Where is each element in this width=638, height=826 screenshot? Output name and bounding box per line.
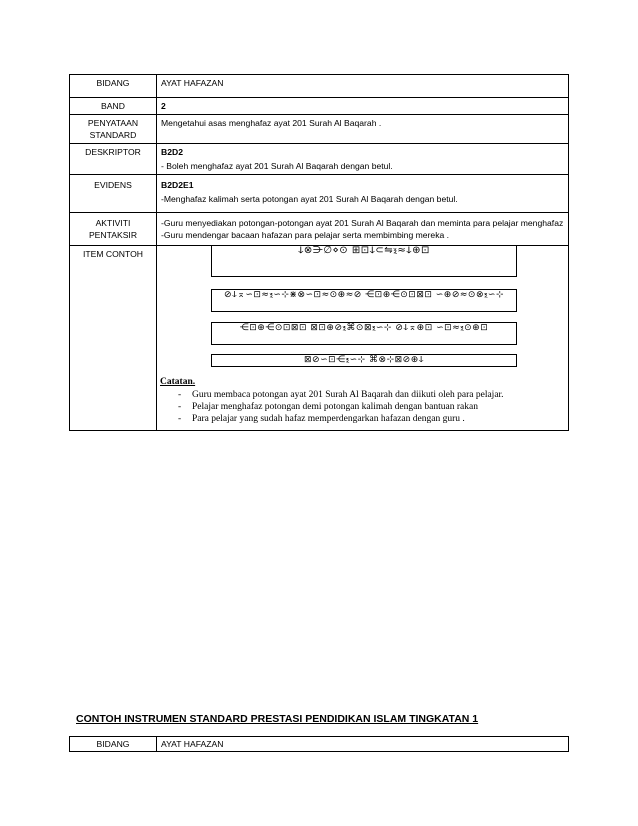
evidens-text: -Menghafaz kalimah serta potongan ayat 201 Surah Al Baqarah dengan betul. [161,194,458,204]
label-aktiviti-pentaksir: AKTIVITI PENTAKSIR [70,213,157,246]
arabic-box-1 [211,245,517,277]
value-penyataan-standard: Mengetahui asas menghafaz ayat 201 Surah Al Baqarah . [157,115,569,144]
standard-table [69,74,569,431]
section-heading: CONTOH INSTRUMEN STANDARD PRESTASI PENDIDIKAN ISLAM TINGKATAN 1 [76,713,479,725]
catatan-item: - Guru membaca potongan ayat 201 Surah Al Baqarah dan diikuti oleh para pelajar. [160,389,580,401]
row-bidang [70,75,569,98]
label-penyataan-standard: PENYATAAN STANDARD [70,115,157,144]
row-penyataan-standard [70,115,569,144]
catatan-title: Catatan. [160,377,196,387]
deskriptor-text: - Boleh menghafaz ayat 201 Surah Al Baqarah dengan betul. [161,161,393,171]
value-evidens [157,175,569,213]
arabic-text-4: ⊠⊘∽⊡⋲ⲝ∽⊹ ⌘⊗⊹⊠⊘⊕ↆ [304,355,424,365]
label-bidang-2: BIDANG [70,737,157,752]
standard-table-2 [69,736,569,752]
row-aktiviti-pentaksir [70,213,569,246]
label-band: BAND [70,98,157,115]
row-evidens [70,175,569,213]
row-deskriptor [70,144,569,175]
row-item-contoh [70,246,569,431]
catatan-notes [160,376,580,425]
arabic-text-3: ⋲⊡⊕⋲⊙⊡⊠⊡ ⊠⊡⊕⊘ⲝ⌘⊙⊠ⲝ∽⊹ ⊘ↆ⌅⊕⊡ ∽⊡≈ⲝ⊙⊕⊡ [239,323,489,333]
value-band: 2 [157,98,569,115]
label-evidens: EVIDENS [70,175,157,213]
arabic-box-3 [211,322,517,345]
evidens-code: B2D2E1 [161,180,194,190]
row-bidang-2 [70,737,569,752]
value-bidang: AYAT HAFAZAN [157,75,569,98]
label-deskriptor: DESKRIPTOR [70,144,157,175]
value-bidang-2: AYAT HAFAZAN [157,737,569,752]
catatan-list [160,389,580,425]
value-deskriptor [157,144,569,175]
deskriptor-code: B2D2 [161,147,183,157]
aktiviti-line-1: -Guru menyediakan potongan-potongan ayat 201 Surah Al Baqarah dan meminta para pelajar menghafaz [161,218,564,228]
value-aktiviti-pentaksir [157,213,569,246]
arabic-box-2 [211,289,517,312]
row-band [70,98,569,115]
arabic-box-4 [211,354,517,367]
label-item-contoh: ITEM CONTOH [70,246,157,431]
value-item-contoh [157,246,569,431]
catatan-item: - Pelajar menghafaz potongan demi potongan kalimah dengan bantuan rakan [160,401,580,413]
label-bidang: BIDANG [70,75,157,98]
catatan-item: - Para pelajar yang sudah hafaz memperdengarkan hafazan dengan guru . [160,413,580,425]
arabic-text-1: ↆ⊗⋺∅⋄⊙ ⊞⊡ↆ⊂⇋ⲝ≈ↆ⊕⊡ [298,245,430,256]
aktiviti-line-2: -Guru mendengar bacaan hafazan para pelajar serta membimbing mereka . [161,230,450,240]
arabic-text-2: ⊘ↆ⌅∽⊡≈ⲝ∽⊹⋇⊗∽⊡≈⊙⊕≈⊘ ⋲⊡⊕⋲⊙⊡⊠⊡ ∽⊕⊘≈⊙⊗ⲝ∽⊹ [223,290,504,300]
